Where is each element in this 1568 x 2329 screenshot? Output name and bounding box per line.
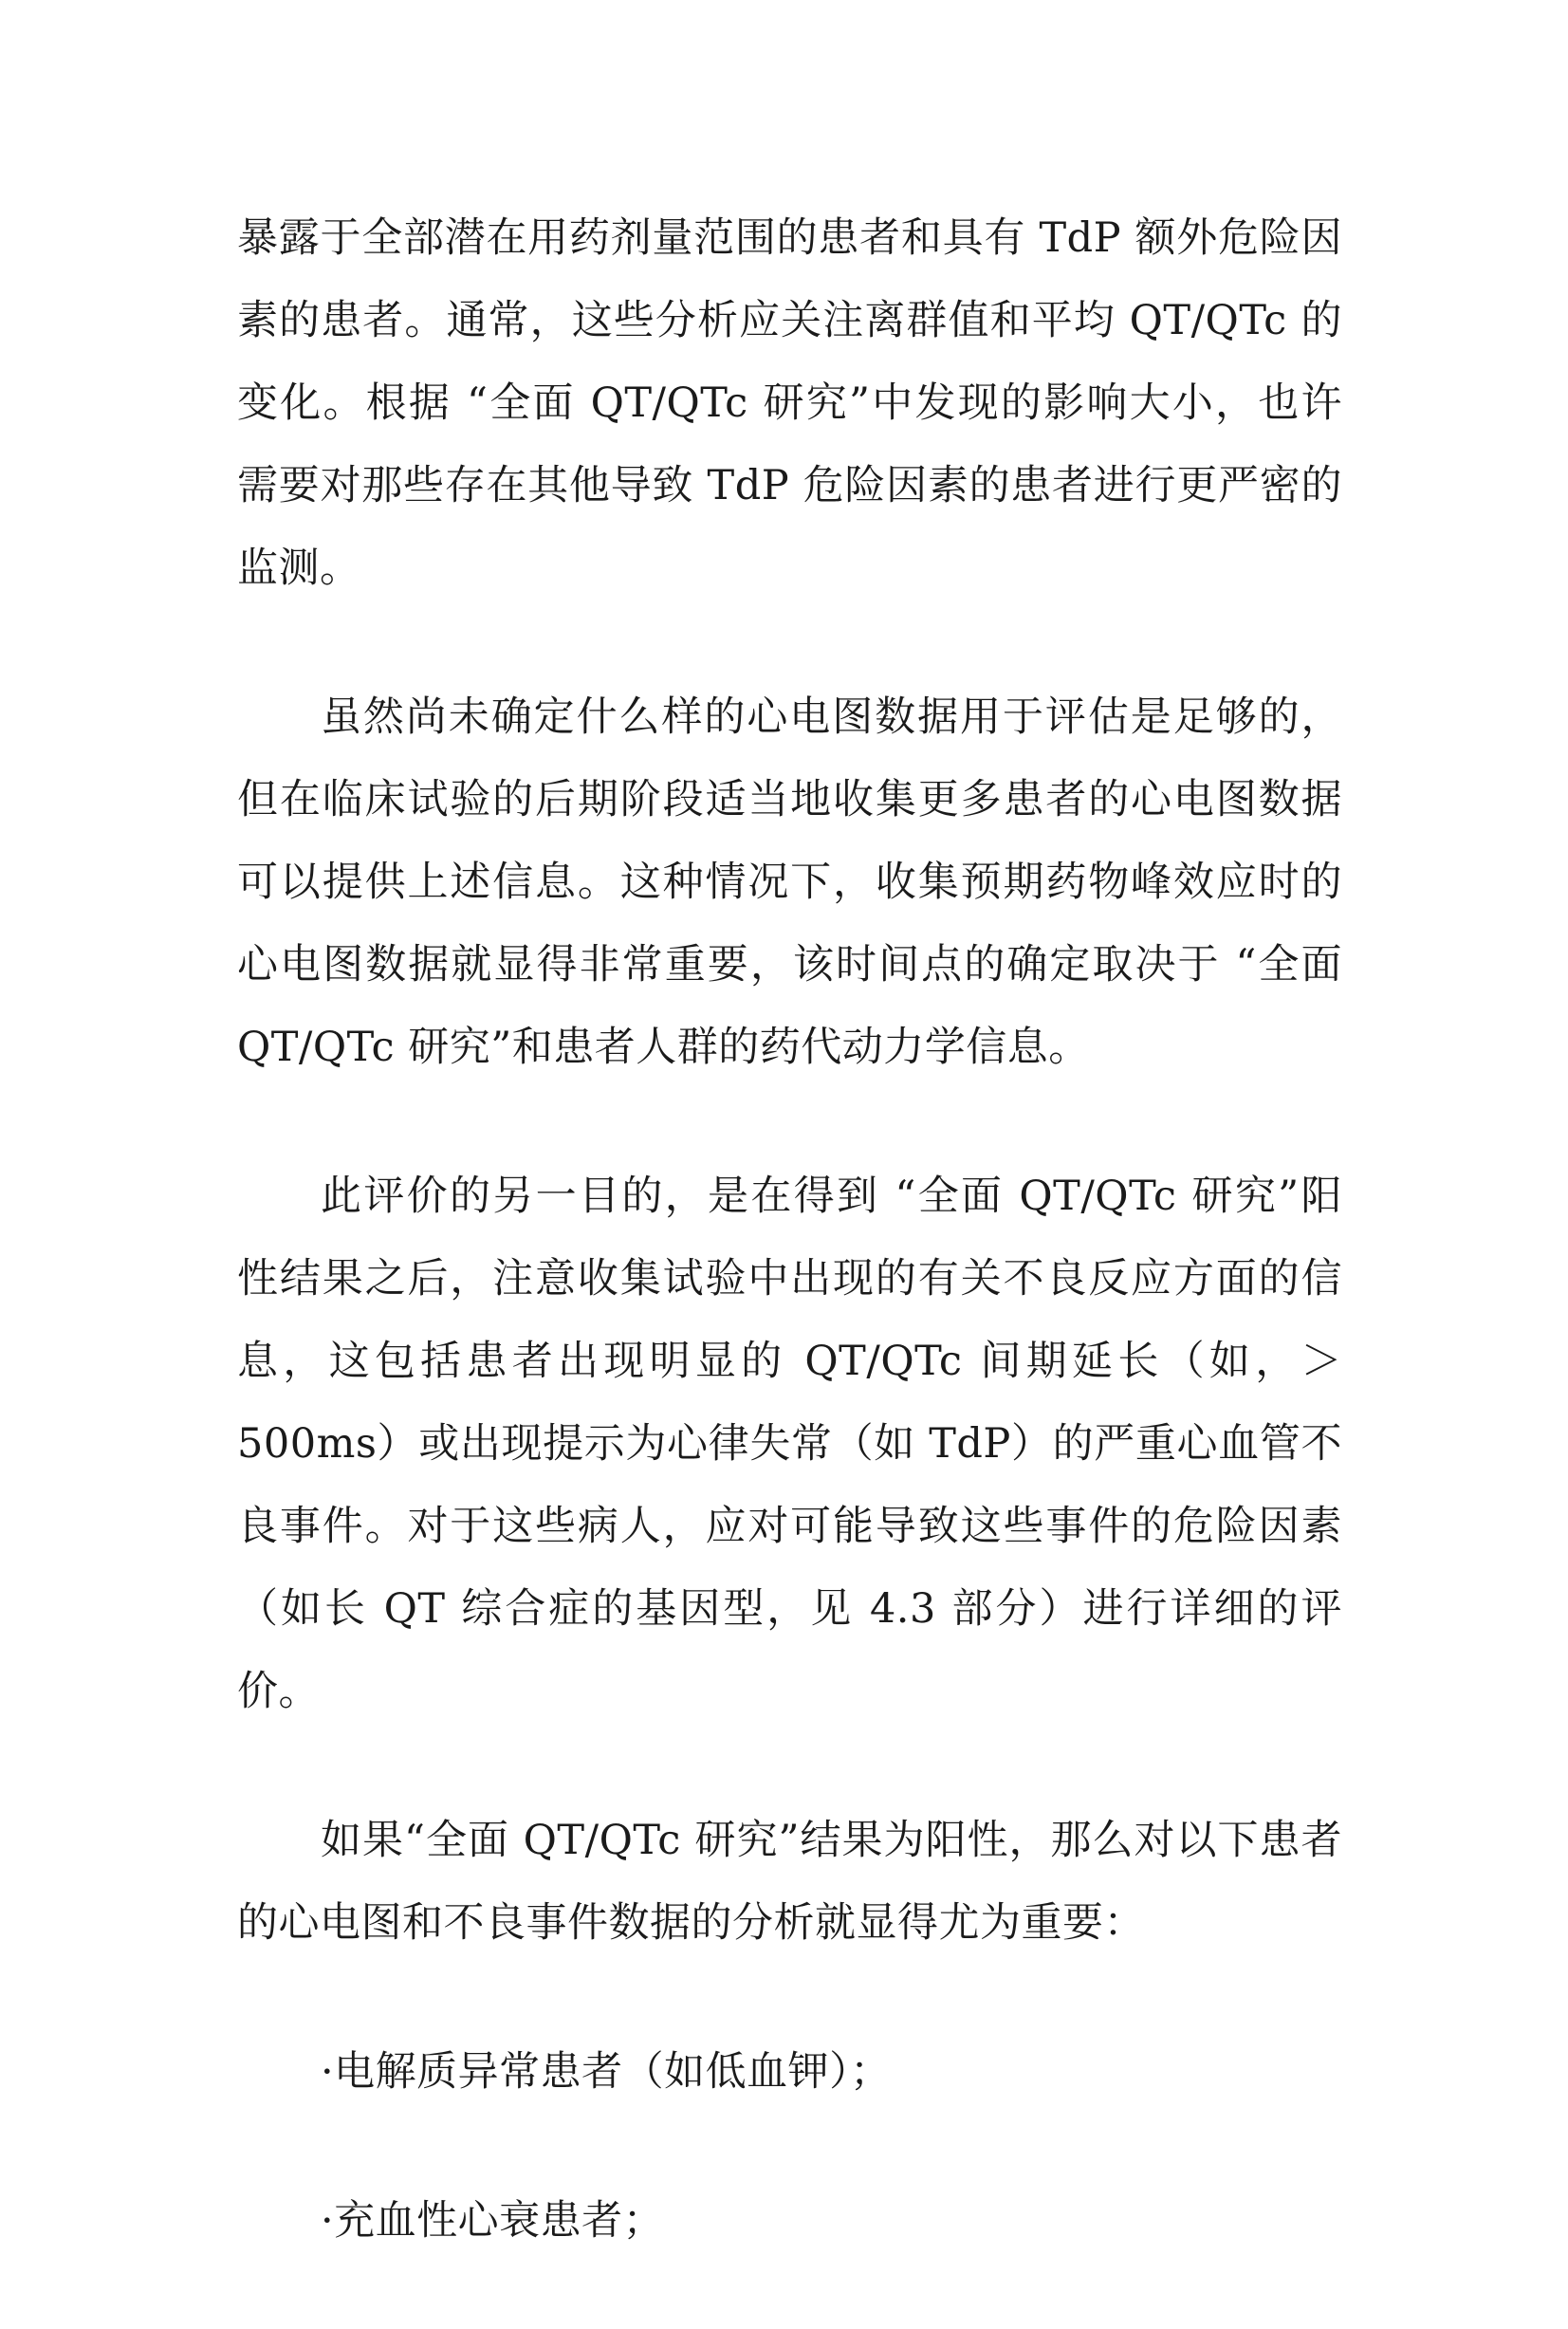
paragraph-ecg-data: 虽然尚未确定什么样的心电图数据用于评估是足够的，但在临床试验的后期阶段适当地收集更多患者的心电图数据可以提供上述信息。这种情况下，收集预期药物峰效应时的心电图数据就显得非常重要，该时间点的确定取决于 “全面 QT/QTc 研究”和患者人群的药代动力学信息。 [237, 693, 1342, 1071]
paragraph-positive-result: 如果“全面 QT/QTc 研究”结果为阳性，那么对以下患者的心电图和不良事件数据的分析就显得尤为重要： [237, 1817, 1342, 1947]
paragraph-continued: 暴露于全部潜在用药剂量范围的患者和具有 TdP 额外危险因素的患者。通常，这些分析应关注离群值和平均 QT/QTc 的变化。根据 “全面 QT/QTc 研究”中发现的影响大小，也许需要对那些存在其他导致 TdP 危险因素的患者进行更严密的监测。 [237, 214, 1342, 592]
document-body [237, 197, 1342, 2329]
paragraph-evaluation-purpose: 此评价的另一目的，是在得到 “全面 QT/QTc 研究”阳性结果之后，注意收集试验中出现的有关不良反应方面的信息，这包括患者出现明显的 QT/QTc 间期延长（如，＞500ms）或出现提示为心律失常（如 TdP）的严重心血管不良事件。对于这些病人，应对可能导致这些事件的危险因素（如长 QT 综合症的基因型，见 4.3 部分）进行详细的评价。 [237, 1173, 1342, 1715]
list-item-electrolyte: ·电解质异常患者（如低血钾）； [321, 2048, 892, 2096]
list-item-heart-failure: ·充血性心衰患者； [321, 2197, 665, 2245]
